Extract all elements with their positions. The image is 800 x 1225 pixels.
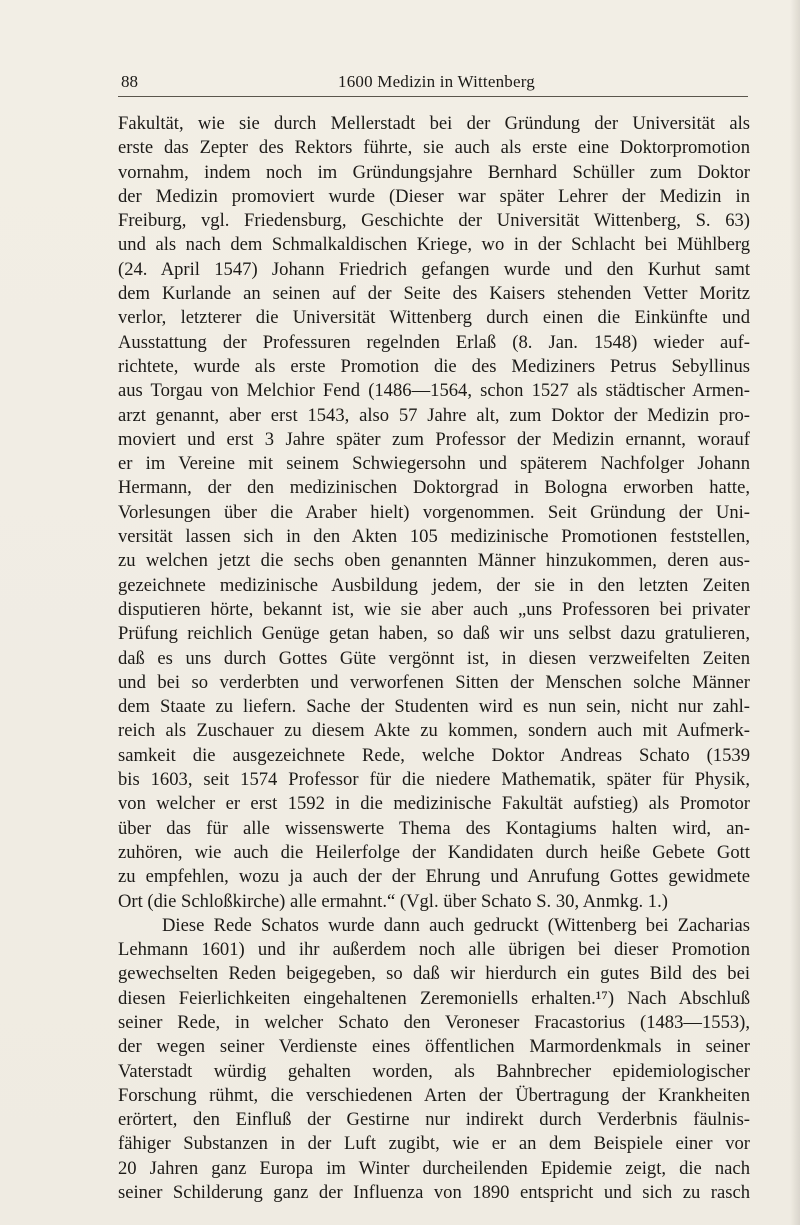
text-line: der wegen seiner Verdienste eines öffentlichen Marmordenkmals in seiner [118,1036,750,1058]
text-line: er im Vereine mit seinem Schwiegersohn und späterem Nachfolger Johann [118,453,750,475]
text-line: moviert und erst 3 Jahre später zum Professor der Medizin ernannt, worauf [118,428,750,450]
text-line: Prüfung reichlich Genüge getan haben, so daß wir uns selbst dazu gratulieren, [118,623,750,645]
running-title: 1600 Medizin in Wittenberg [338,72,535,91]
text-line: erste das Zepter des Rektors führte, sie auch als erste eine Doktorpromotion [118,137,750,159]
text-line: gezeichnete medizinische Ausbildung jedem, der sie in den letzten Zeiten [118,574,750,596]
text-line: und als nach dem Schmalkaldischen Kriege, wo in der Schlacht bei Mühlberg [118,234,750,256]
text-line: dem Kurlande an seinen auf der Seite des Kaisers stehenden Vetter Moritz [118,283,750,305]
text-line: dem Staate zu liefern. Sache der Studenten wird es nun sein, nicht nur zahl- [118,696,750,718]
text-line: (24. April 1547) Johann Friedrich gefangen wurde und den Kurhut samt [118,258,750,280]
text-line: zuhören, wie auch die Heilerfolge der Kandidaten durch heiße Gebete Gott [118,841,750,863]
text-line: seiner Rede, in welcher Schato den Veroneser Fracastorius (1483—1553), [118,1011,750,1033]
text-line: Hermann, der den medizinischen Doktorgrad in Bologna erworben hatte, [118,477,750,499]
text-line: über das für alle wissenswerte Thema des Kontagiums halten wird, an- [118,817,750,839]
text-line: vornahm, indem noch im Gründungsjahre Bernhard Schüller zum Doktor [118,161,750,183]
page-number: 88 [121,72,138,91]
text-line: verlor, letzterer die Universität Wittenberg durch einen die Einkünfte und [118,307,750,329]
text-line: fähiger Substanzen in der Luft zugibt, wie er an dem Beispiele einer vor [118,1133,750,1155]
text-line: von welcher er erst 1592 in die medizinische Fakultät aufstieg) als Promotor [118,793,750,815]
text-line: Ort (die Schloßkirche) alle ermahnt.“ (Vgl. über Schato S. 30, Anmkg. 1.) [118,890,668,912]
text-line: Fakultät, wie sie durch Mellerstadt bei der Gründung der Universität als [118,113,750,134]
text-line: und bei so verderbten und verworfenen Sitten der Menschen solche Männer [118,671,750,693]
text-line: 20 Jahren ganz Europa im Winter durcheilenden Epidemie zeigt, die nach [118,1157,750,1179]
text-line: zu welchen jetzt die sechs oben genannten Männer hinzukommen, deren aus- [118,550,750,572]
text-line: Ausstattung der Professuren regelnden Erlaß (8. Jan. 1548) wieder auf- [118,331,750,353]
text-line: der Medizin promoviert wurde (Dieser war später Lehrer der Medizin in [118,185,750,207]
text-line: richtete, wurde als erste Promotion die des Mediziners Petrus Sebyllinus [118,355,750,377]
body-text [118,112,750,1205]
text-line: daß es uns durch Gottes Güte vergönnt ist, in diesen verzweifelten Zeiten [118,647,750,669]
page-edge-shadow [790,0,800,1225]
text-line: Lehmann 1601) und ihr außerdem noch alle übrigen bei dieser Promotion [118,939,750,961]
text-line: diesen Feierlichkeiten eingehaltenen Zeremoniells erhalten.¹⁷) Nach Abschluß [118,987,750,1009]
text-line: samkeit die ausgezeichnete Rede, welche Doktor Andreas Schato (1539 [118,744,750,766]
text-line: aus Torgau von Melchior Fend (1486—1564, schon 1527 als städtischer Armen- [118,380,750,402]
text-line: reich als Zuschauer zu diesem Akte zu kommen, sondern auch mit Aufmerk- [118,720,750,742]
text-line: zu empfehlen, wozu ja auch der der Ehrung und Anrufung Gottes gewidmete [118,866,750,888]
text-line: erörtert, den Einfluß der Gestirne nur indirekt durch Verderbnis fäulnis- [118,1109,750,1131]
text-line: arzt genannt, aber erst 1543, also 57 Jahre alt, zum Doktor der Medizin pro- [118,404,750,426]
text-line: disputieren hörte, bekannt ist, wie sie aber auch „uns Professoren bei privater [118,598,750,620]
text-line: Vorlesungen über die Araber hielt) vorgenommen. Seit Gründung der Uni- [118,501,750,523]
text-line: bis 1603, seit 1574 Professor für die niedere Mathematik, später für Physik, [118,769,750,791]
text-line: Forschung rühmt, die verschiedenen Arten der Übertragung der Krankheiten [118,1084,750,1106]
text-line: gewechselten Reden beigegeben, so daß wir hierdurch ein gutes Bild des bei [118,963,750,985]
text-line: Freiburg, vgl. Friedensburg, Geschichte der Universität Wittenberg, S. 63) [118,210,750,232]
text-line: seiner Schilderung ganz der Influenza von 1890 entspricht und sich zu rasch [118,1182,750,1204]
text-line: Diese Rede Schatos wurde dann auch gedruckt (Wittenberg bei Zacharias [162,914,750,936]
page-header [118,70,748,97]
text-line: versität lassen sich in den Akten 105 medizinische Promotionen feststellen, [118,526,750,548]
text-line: Vaterstadt würdig gehalten worden, als Bahnbrecher epidemiologischer [118,1060,750,1082]
